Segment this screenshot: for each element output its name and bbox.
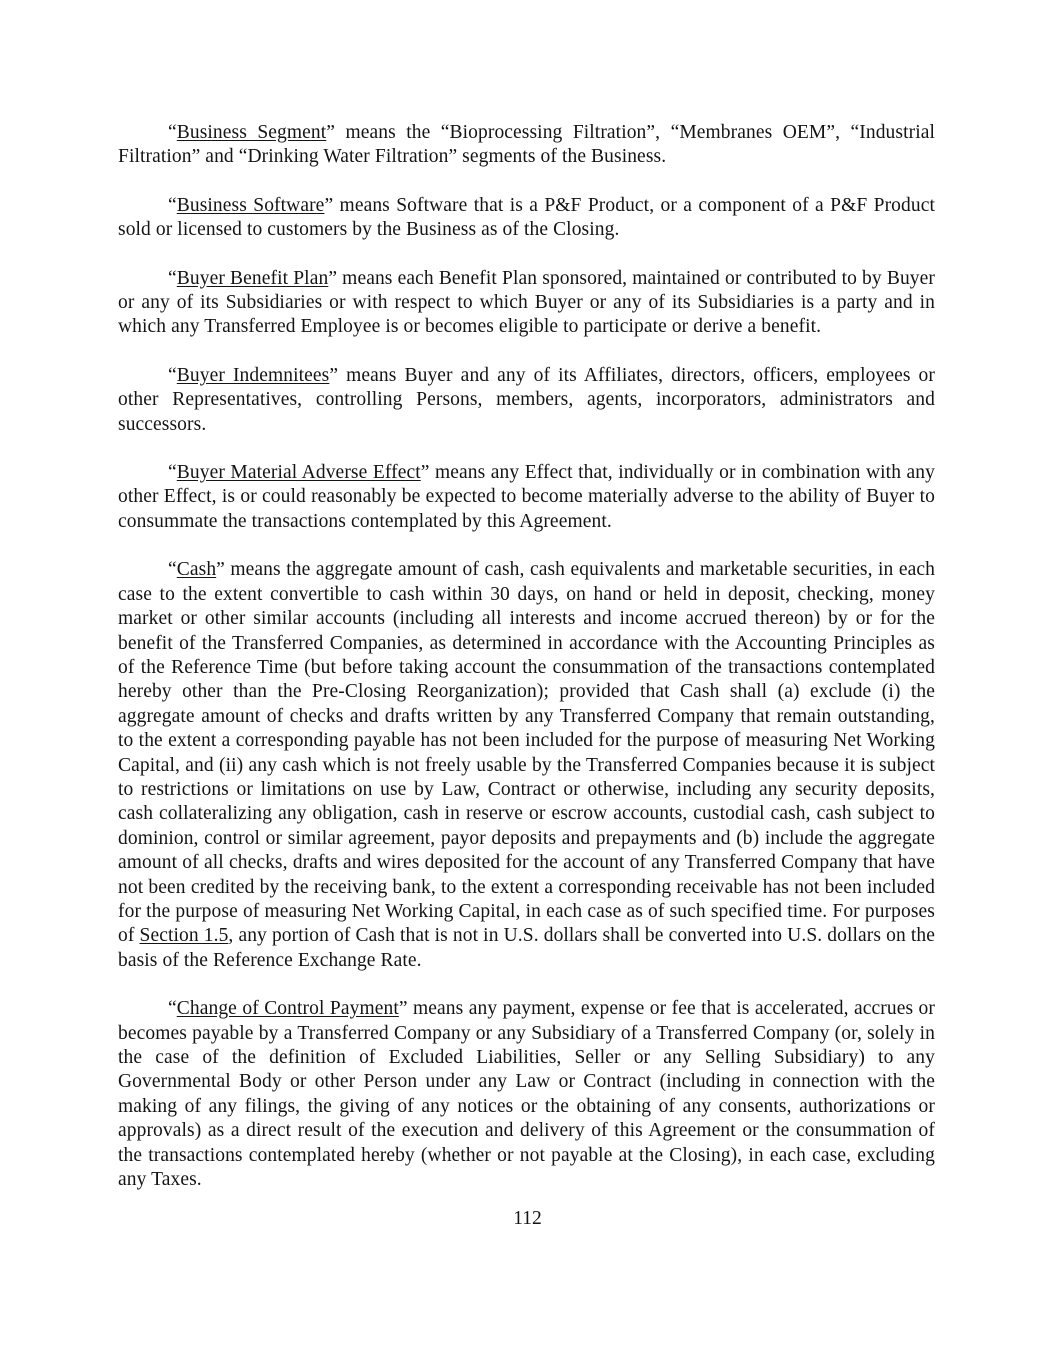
defined-term: Buyer Benefit Plan (176, 267, 329, 289)
text-segment: ” means Software that is a P&F Product, or a component of a P&F Product sold or licensed to customers by the Business as of the Closing. (118, 194, 935, 241)
text-segment: ” means each Benefit Plan sponsored, maintained or contributed to by Buyer or any of its Subsidiaries or with respect to which Buyer or any of its Subsidiaries is a party and in which any Transferred Employee is or becomes eligible to participate or derive a benefit. (118, 267, 936, 338)
paragraph-6 (118, 558, 935, 973)
text-segment: , any portion of Cash that is not in U.S. dollars shall be converted into U.S. dollars on the basis of the Reference Exchange Rate. (118, 925, 935, 971)
document-body (118, 121, 935, 1192)
text-segment: ” means the aggregate amount of cash, cash equivalents and marketable securities, in each case to the extent convertible to cash within 30 days, on hand or held in deposit, checking, money market or other similar accounts (including all interests and income accrued thereon) by or for the benefit of the Transferred Companies, as determined in accordance with the Accounting Principles as of the Reference Time (but before taking account the consummation of the transactions contemplated hereby other than the Pre-Closing Reorganization); provided that Cash shall (a) exclude (i) the aggregate amount of checks and drafts written by any Transferred Company that remain outstanding, to the extent a corresponding payable has not been included for the purpose of measuring Net Working Capital, and (ii) any cash which is not freely usable by the Transferred Companies because it is subject to restrictions or limitations on use by Law, Contract or otherwise, including any security deposits, cash collateralizing any obligation, cash in reserve or escrow accounts, custodial cash, cash subject to dominion, control or similar agreement, payor deposits and prepayments and (b) include the aggregate amount of all checks, drafts and wires deposited for the account of any Transferred Company that have not been credited by the receiving bank, to the extent a corresponding receivable has not been included for the purpose of measuring Net Working Capital, in each case as of such specified time. For purposes of (118, 559, 935, 947)
defined-term: Cash (176, 559, 217, 581)
text-segment: “ (168, 267, 177, 289)
text-segment: ” means the “Bioprocessing Filtration”, “Membranes OEM”, “Industrial Filtration” and “Drinking Water Filtration” segments of the Business. (118, 122, 935, 168)
text-segment: “ (168, 998, 177, 1020)
defined-term: Change of Control Payment (176, 998, 399, 1020)
page-number: 112 (513, 1208, 542, 1229)
text-segment: “ (168, 559, 177, 581)
defined-term: Business Segment (176, 122, 327, 143)
text-segment: “ (168, 364, 177, 386)
text-segment: ” means Buyer and any of its Affiliates, directors, officers, employees or other Representatives, controlling Persons, members, agents, incorporators, administrators and successors. (118, 364, 936, 435)
paragraph-4 (118, 364, 935, 437)
text-segment: ” means any Effect that, individually or in combination with any other Effect, is or could reasonably be expected to become materially adverse to the ability of Buyer to consummate the transactions contemplated by this Agreement. (118, 462, 935, 532)
text-segment: ” means any payment, expense or fee that is accelerated, accrues or becomes payable by a Transferred Company or any Subsidiary of a Transferred Company (or, solely in the case of the definition of Excluded Liabilities, Seller or any Selling Subsidiary) to any Governmental Body or other Person under any Law or Contract (including in connection with the making of any filings, the giving of any notices or the obtaining of any consents, authorizations or approvals) as a direct result of the execution and delivery of this Agreement or the consummation of the transactions contemplated hereby (whether or not payable at the Closing), in each case, excluding any Taxes. (118, 998, 936, 1191)
defined-term: Buyer Material Adverse Effect (176, 462, 421, 484)
paragraph-7 (118, 997, 935, 1192)
text-segment: “ (168, 462, 177, 484)
paragraph-3 (118, 267, 935, 340)
defined-term: Buyer Indemnitees (176, 364, 330, 386)
paragraph-5 (118, 461, 935, 534)
text-segment: “ (168, 194, 177, 216)
paragraph-2 (118, 194, 935, 243)
paragraph-1 (118, 121, 935, 170)
defined-term: Business Software (176, 194, 325, 216)
defined-term: Section 1.5 (139, 925, 229, 947)
text-segment: “ (168, 122, 177, 143)
